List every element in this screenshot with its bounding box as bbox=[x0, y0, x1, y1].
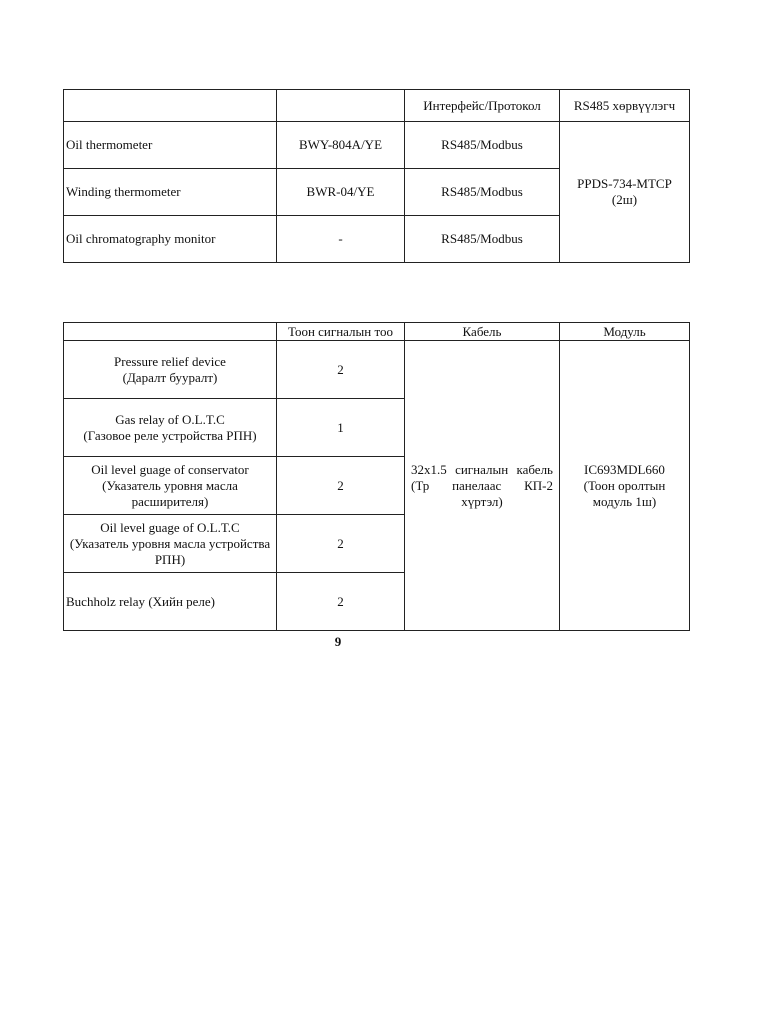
signal-count-cell: 2 bbox=[277, 515, 405, 573]
table-row bbox=[64, 341, 690, 399]
signal-name-local: (Указатель уровня масла расширителя) bbox=[102, 477, 238, 509]
signal-name-local: (Указатель уровня масла устройства РПН) bbox=[69, 535, 271, 567]
cable-cell: 32x1.5 сигналын кабель (Тр панелаас КП-2 хүртэл) bbox=[405, 341, 560, 631]
signal-count-cell: 2 bbox=[277, 341, 405, 399]
converter-model: PPDS-734-MTCP bbox=[577, 176, 672, 191]
device-name-cell: Oil thermometer bbox=[64, 122, 277, 169]
table-header-row bbox=[64, 90, 690, 122]
digital-signal-table bbox=[63, 322, 690, 631]
signal-name-local: (Газовое реле устройства РПН) bbox=[83, 427, 257, 443]
signal-name-cell bbox=[64, 573, 277, 631]
signal-name-cell bbox=[64, 399, 277, 457]
signal-name-local: (Хийн реле) bbox=[148, 593, 216, 609]
signal-name-local: (Даралт бууралт) bbox=[122, 369, 218, 385]
table-row bbox=[64, 122, 690, 169]
signal-name-cell bbox=[64, 341, 277, 399]
signal-name-en: Pressure relief device bbox=[114, 353, 226, 369]
signal-count-cell: 2 bbox=[277, 457, 405, 515]
signal-name-cell bbox=[64, 457, 277, 515]
header-cell: Кабель bbox=[405, 323, 560, 341]
signal-name-en: Buchholz relay bbox=[66, 593, 146, 609]
signal-count-cell: 1 bbox=[277, 399, 405, 457]
signal-name-en: Gas relay of O.L.T.C bbox=[115, 411, 225, 427]
device-name-cell: Oil chromatography monitor bbox=[64, 216, 277, 263]
converter-qty: (2ш) bbox=[611, 192, 638, 207]
module-cell: IC693MDL660 (Тоон оролтын модуль 1ш) bbox=[560, 341, 690, 631]
header-cell bbox=[277, 90, 405, 122]
header-cell bbox=[64, 90, 277, 122]
model-cell: - bbox=[277, 216, 405, 263]
header-cell bbox=[64, 323, 277, 341]
protocol-cell: RS485/Modbus bbox=[405, 216, 560, 263]
header-cell: RS485 хөрвүүлэгч bbox=[560, 90, 690, 122]
signal-name-en: Oil level guage of O.L.T.C bbox=[100, 519, 240, 535]
header-cell: Тоон сигналын тоо bbox=[277, 323, 405, 341]
protocol-cell: RS485/Modbus bbox=[405, 122, 560, 169]
header-cell: Интерфейс/Протокол bbox=[405, 90, 560, 122]
signal-name-cell bbox=[64, 515, 277, 573]
device-name-cell: Winding thermometer bbox=[64, 169, 277, 216]
model-cell: BWR-04/YE bbox=[277, 169, 405, 216]
model-cell: BWY-804A/YE bbox=[277, 122, 405, 169]
header-cell: Модуль bbox=[560, 323, 690, 341]
page-number: 9 bbox=[334, 634, 342, 649]
signal-count-cell: 2 bbox=[277, 573, 405, 631]
interface-protocol-table bbox=[63, 89, 690, 263]
protocol-cell: RS485/Modbus bbox=[405, 169, 560, 216]
table-header-row bbox=[64, 323, 690, 341]
signal-name-en: Oil level guage of conservator bbox=[91, 461, 249, 477]
converter-cell bbox=[560, 122, 690, 263]
